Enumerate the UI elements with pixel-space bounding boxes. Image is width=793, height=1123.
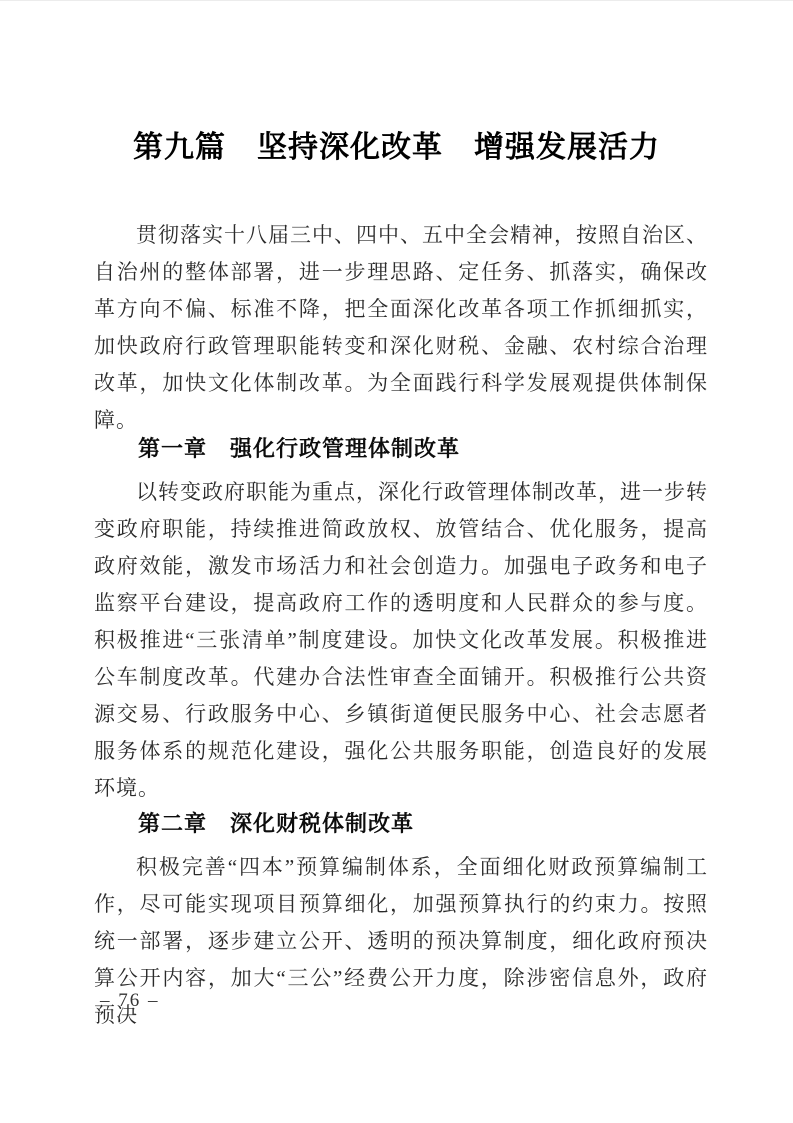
chapter-1-heading: 第一章 强化行政管理体制改革 [138,436,461,462]
intro-paragraph: 贯彻落实十八届三中、四中、五中全会精神，按照自治区、自治州的整体部署，进一步理思路、定任务、抓落实，确保改革方向不偏、标准不降，把全面深化改革各项工作抓细抓实，加快政府行政管理职能转变和深化财税、金融、农村综合治理改革，加快文化体制改革。为全面践行科学发展观提供体制保障。 [94,223,708,432]
chapter-2-paragraph: 积极完善“四本”预算编制体系，全面细化财政预算编制工作，尽可能实现项目预算细化，加强预算执行的约束力。按照统一部署，逐步建立公开、透明的预决算制度，细化政府预决算公开内容，加大“三公”经费公开力度，除涉密信息外，政府预决 [94,855,708,1027]
chapter-2-heading: 第二章 深化财税体制改革 [138,811,415,837]
page-title: 第九篇 坚持深化改革 增强发展活力 [133,131,660,165]
chapter-1-paragraph: 以转变政府职能为重点，深化行政管理体制改革，进一步转变政府职能，持续推进简政放权、放管结合、优化服务，提高政府效能，激发市场活力和社会创造力。加强电子政务和电子监察平台建设，提高政府工作的透明度和人民群众的参与度。积极推进“三张清单”制度建设。加快文化改革发展。积极推进公车制度改革。代建办合法性审查全面铺开。积极推行公共资源交易、行政服务中心、乡镇街道便民服务中心、社会志愿者服务体系的规范化建设，强化公共服务职能，创造良好的发展环境。 [94,480,708,800]
page-number: – 76 – [100,990,160,1011]
